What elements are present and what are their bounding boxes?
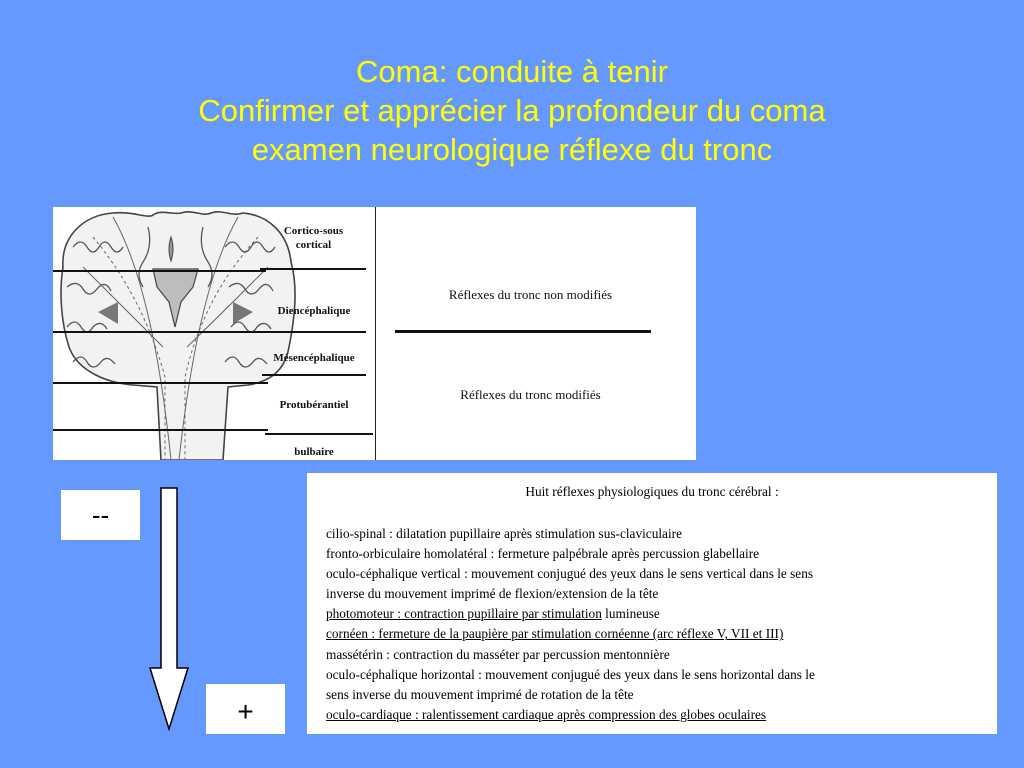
scale-minus-box: -- [61,490,140,540]
figure-divider [375,207,376,460]
reflex-separator-line [395,330,651,333]
down-arrow-icon [147,486,191,732]
list-item: sens inverse du mouvement imprimé de rotation de la tête [326,686,634,702]
level-label-bulbaire: bulbaire [294,446,334,458]
list-item: cornéen : fermeture de la paupière par stimulation cornéenne (arc réflexe V, VII et III) [326,626,784,642]
reflexes-modified-label: Réflexes du tronc modifiés [460,387,601,402]
level-label-cortico: Cortico-sous cortical [283,225,344,251]
brain-level-figure [53,207,696,460]
photomoteur-underlined: photomoteur : contraction pupillaire par stimulation [326,606,602,622]
reflex-list-lines [326,524,991,725]
list-item: inverse du mouvement imprimé de flexion/extension de la tête [326,586,659,602]
list-item: fronto-orbiculaire homolatéral : fermeture palpébrale après percussion glabellaire [326,546,760,562]
slide-title [40,52,984,169]
level-label-mesencephalique: Mésencéphalique [273,352,355,364]
photomoteur-rest: lumineuse [601,606,660,622]
list-item [326,604,991,624]
list-item: oculo-céphalique horizontal : mouvement conjugué des yeux dans le sens horizontal dans le [326,666,815,682]
reflex-list-title: Huit réflexes physiologiques du tronc cérébral : [525,484,779,499]
reflex-list-box [307,473,997,734]
title-line-2: Confirmer et apprécier la profondeur du coma [198,93,826,128]
title-line-1: Coma: conduite à tenir [356,54,668,89]
list-item: massétérin : contraction du masséter par percussion mentonnière [326,646,670,662]
level-label-protuberantiel: Protubérantiel [279,399,349,411]
list-item: cilio-spinal : dilatation pupillaire après stimulation sus-claviculaire [326,526,682,541]
scale-plus-box: + [206,684,285,734]
reflexes-unmodified-label: Réflexes du tronc non modifiés [448,287,613,302]
level-label-diencephalique: Diencéphalique [277,305,351,317]
list-item: oculo-céphalique vertical : mouvement conjugué des yeux dans le sens vertical dans le sens [326,566,814,582]
title-line-3: examen neurologique réflexe du tronc [251,132,773,167]
list-item: oculo-cardiaque : ralentissement cardiaque après compression des globes oculaires [326,706,767,722]
